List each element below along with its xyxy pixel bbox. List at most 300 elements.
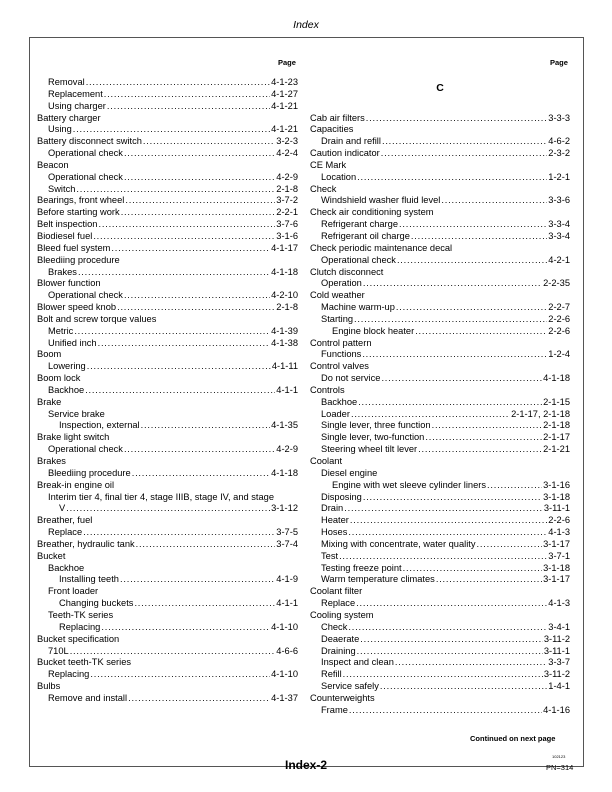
index-entry[interactable]: [37, 124, 298, 136]
index-heading: Clutch disconnect: [310, 266, 384, 277]
dot-leader: [350, 515, 547, 527]
entry-label: Single lever, two-function: [321, 432, 425, 443]
index-entry[interactable]: [310, 314, 570, 326]
dot-leader: [343, 669, 543, 681]
index-heading: Service brake: [48, 408, 105, 419]
index-entry[interactable]: [37, 148, 298, 160]
page-reference: 4-2-9: [276, 171, 298, 182]
entry-label: Heater: [321, 515, 349, 526]
dot-leader: [477, 539, 543, 551]
index-heading: Brake light switch: [37, 432, 110, 443]
entry-label: Windshield washer fluid level: [321, 195, 441, 206]
entry-label: Inspect and clean: [321, 657, 394, 668]
entry-label: Removal: [48, 77, 85, 87]
index-entry[interactable]: [37, 468, 298, 480]
dot-leader: [70, 646, 276, 658]
index-entry[interactable]: [310, 503, 570, 515]
index-heading: Boom: [37, 349, 62, 360]
index-entry[interactable]: [310, 255, 570, 267]
index-heading: Coolant: [310, 456, 343, 466]
page-reference: 4-1-27: [271, 88, 298, 99]
entry-label: Operation: [321, 278, 362, 289]
dot-leader: [128, 693, 270, 705]
page-reference: 3-1-12: [271, 503, 298, 514]
dot-leader: [357, 646, 543, 658]
footer-pn: PN=314: [546, 763, 574, 772]
entry-label: Single lever, three function: [321, 420, 431, 431]
index-entry[interactable]: [310, 646, 570, 658]
entry-label: Drain and refill: [321, 136, 381, 147]
index-entry[interactable]: [37, 136, 298, 148]
entry-label: Test: [321, 550, 339, 561]
index-entry[interactable]: [310, 113, 570, 125]
index-entry[interactable]: [37, 574, 298, 586]
dot-leader: [381, 148, 548, 160]
entry-label: Using: [48, 124, 72, 135]
index-entry[interactable]: [37, 420, 298, 432]
index-heading: Brakes: [37, 456, 66, 466]
entry-label: Location: [321, 171, 357, 182]
entry-label: Machine warm-up: [321, 302, 395, 313]
page-reference: 2-1-8: [276, 302, 298, 313]
dot-leader: [93, 231, 275, 243]
page-reference: 3-1-16: [543, 479, 570, 490]
index-heading: Check periodic maintenance decal: [310, 242, 453, 253]
index-heading: Cooling system: [310, 609, 374, 620]
page-reference: 4-1-10: [271, 621, 298, 632]
dot-leader: [380, 681, 547, 693]
index-entry[interactable]: [310, 219, 570, 231]
footer-code: 102123: [552, 754, 566, 759]
index-heading: Check: [310, 183, 337, 194]
entry-label: Replacing: [59, 621, 101, 632]
entry-label: Drain: [321, 503, 344, 514]
index-entry[interactable]: [310, 480, 570, 492]
dot-leader: [125, 195, 275, 207]
page-reference: 2-2-6: [548, 313, 570, 324]
dot-leader: [349, 705, 542, 717]
entry-label: Warm temperature climates: [321, 574, 435, 585]
spacer: [310, 101, 570, 113]
dot-leader: [415, 326, 547, 338]
dot-leader: [124, 290, 270, 302]
entry-label: Bleediing procedure: [48, 467, 131, 478]
dot-leader: [141, 420, 271, 432]
index-entry[interactable]: [310, 302, 570, 314]
page-reference: 3-7-6: [276, 219, 298, 230]
index-heading: Bucket teeth-TK series: [37, 657, 132, 668]
index-heading: Diesel engine: [321, 467, 378, 478]
entry-label: Check: [321, 621, 348, 632]
index-entry[interactable]: [310, 195, 570, 207]
index-entry[interactable]: [37, 89, 298, 101]
dot-leader: [143, 136, 275, 148]
index-entry[interactable]: [310, 136, 570, 148]
index-heading: Brake: [37, 396, 62, 407]
entry-label: Engine block heater: [332, 325, 415, 336]
index-entry[interactable]: [37, 267, 298, 279]
index-entry[interactable]: [310, 574, 570, 586]
entry-label: Operational check: [48, 290, 123, 301]
dot-leader: [396, 302, 547, 314]
entry-label: Operational check: [48, 171, 123, 182]
page-reference: 4-1-18: [543, 373, 570, 384]
dot-leader: [344, 503, 543, 515]
index-entry[interactable]: [310, 349, 570, 361]
index-entry[interactable]: [310, 326, 570, 338]
entry-label: Replacing: [48, 669, 90, 680]
dot-leader: [356, 598, 547, 610]
dot-leader: [382, 136, 547, 148]
entry-label: Operational check: [48, 444, 123, 455]
dot-leader: [354, 314, 547, 326]
index-entry[interactable]: [310, 681, 570, 693]
index-entry[interactable]: [37, 326, 298, 338]
page-reference: 2-3-2: [548, 148, 570, 159]
dot-leader: [124, 148, 275, 160]
index-heading: Backhoe: [48, 562, 85, 573]
entry-label: Operational check: [48, 148, 123, 159]
page-reference: 1-2-4: [548, 349, 570, 360]
index-entry[interactable]: [37, 243, 298, 255]
entry-label: Using charger: [48, 100, 106, 111]
index-entry[interactable]: [310, 705, 570, 717]
index-entry[interactable]: [310, 515, 570, 527]
index-heading: Bleediing procedure: [37, 254, 120, 265]
page-reference: 4-1-23: [271, 77, 298, 87]
index-entry[interactable]: [37, 503, 298, 515]
entry-label: Do not service: [321, 373, 381, 384]
index-heading: Front loader: [48, 586, 99, 597]
page-reference: 4-1-9: [276, 574, 298, 585]
index-entry[interactable]: [37, 693, 298, 705]
entry-label: Unified inch: [48, 337, 97, 348]
entry-label: Operational check: [321, 254, 396, 265]
page-reference: 3-7-4: [276, 538, 298, 549]
entry-label: Mixing with concentrate, water quality: [321, 538, 476, 549]
index-entry[interactable]: [310, 373, 570, 385]
entry-label: Cab air filters: [310, 112, 365, 123]
page-reference: 4-1-37: [271, 692, 298, 703]
index-heading: Teeth-TK series: [48, 609, 114, 620]
dot-leader: [66, 503, 270, 515]
entry-label: Disposing: [321, 491, 362, 502]
index-entry[interactable]: [37, 527, 298, 539]
entry-label: 710L: [48, 645, 69, 656]
index-entry[interactable]: [37, 539, 298, 551]
entry-label: Steering wheel tilt lever: [321, 444, 418, 455]
index-heading: Bucket specification: [37, 633, 120, 644]
index-heading: Control valves: [310, 361, 369, 372]
page-reference: 4-1-38: [271, 337, 298, 348]
dot-leader: [339, 551, 547, 563]
index-entry[interactable]: [37, 290, 298, 302]
index-entry[interactable]: [310, 669, 570, 681]
left-page-label: Page: [278, 58, 296, 67]
index-entry[interactable]: [310, 551, 570, 563]
page-reference: 4-1-21: [271, 100, 298, 111]
dot-leader: [418, 444, 542, 456]
index-entry[interactable]: [37, 385, 298, 397]
page-reference: 4-1-1: [276, 384, 298, 395]
index-entry[interactable]: [310, 148, 570, 160]
page-reference: 3-11-1: [543, 503, 570, 514]
index-entry[interactable]: [37, 207, 298, 219]
dot-leader: [111, 243, 270, 255]
page-reference: 4-1-21: [271, 124, 298, 135]
dot-leader: [381, 373, 542, 385]
page-reference: 4-6-2: [548, 136, 570, 147]
index-entry[interactable]: [310, 657, 570, 669]
page-reference: 2-2-6: [548, 515, 570, 526]
dot-leader: [136, 539, 276, 551]
entry-label: Inspection, external: [59, 420, 140, 431]
dot-leader: [73, 124, 270, 136]
page-reference: 4-1-1: [276, 598, 298, 609]
dot-leader: [76, 184, 275, 196]
page-reference: 4-2-1: [548, 254, 570, 265]
index-heading: Blower function: [37, 278, 101, 289]
index-heading: Bucket: [37, 550, 66, 561]
dot-leader: [425, 432, 542, 444]
entry-label: Metric: [48, 325, 74, 336]
index-heading: Cold weather: [310, 290, 365, 301]
page-reference: 3-4-1: [548, 621, 570, 632]
index-column-left: [37, 77, 298, 705]
index-entry[interactable]: [37, 361, 298, 373]
index-heading: Counterweights: [310, 692, 375, 703]
index-entry[interactable]: [310, 420, 570, 432]
dot-leader: [90, 669, 270, 681]
page-reference: 3-1-17: [543, 574, 570, 585]
page-reference: 4-1-3: [548, 598, 570, 609]
right-page-label: Page: [550, 58, 568, 67]
index-entry[interactable]: [37, 598, 298, 610]
dot-leader: [432, 420, 543, 432]
dot-leader: [395, 657, 547, 669]
index-entry[interactable]: [37, 184, 298, 196]
page-reference: 2-2-6: [548, 325, 570, 336]
entry-label: Switch: [48, 183, 76, 194]
index-heading: Boom lock: [37, 373, 81, 384]
entry-label: Replace: [321, 598, 356, 609]
dot-leader: [101, 622, 270, 634]
entry-label: Frame: [321, 704, 348, 715]
dot-leader: [98, 219, 275, 231]
entry-label: V: [59, 503, 66, 514]
index-entry[interactable]: [37, 338, 298, 350]
page-reference: 4-1-39: [271, 325, 298, 336]
dot-leader: [104, 89, 270, 101]
index-heading: Bolt and screw torque values: [37, 313, 157, 324]
page-reference: 2-2-35: [543, 278, 570, 289]
page-reference: 4-6-6: [276, 645, 298, 656]
dot-leader: [134, 598, 275, 610]
index-entry[interactable]: [310, 622, 570, 634]
index-entry[interactable]: [37, 669, 298, 681]
index-heading: Bulbs: [37, 681, 61, 692]
page-reference: 4-1-10: [271, 669, 298, 680]
page-reference: 2-1-8: [276, 183, 298, 194]
entry-label: Hoses: [321, 527, 348, 538]
dot-leader: [74, 326, 270, 338]
entry-label: Battery disconnect switch: [37, 136, 142, 147]
entry-label: Blower speed knob: [37, 302, 117, 313]
index-entry[interactable]: [310, 172, 570, 184]
index-entry[interactable]: [310, 397, 570, 409]
index-entry[interactable]: [310, 278, 570, 290]
entry-label: Replacement: [48, 88, 103, 99]
page-reference: 2-1-17, 2-1-18: [511, 408, 570, 419]
dot-leader: [358, 397, 542, 409]
page-reference: 2-1-21: [543, 444, 570, 455]
page-reference: 3-7-1: [548, 550, 570, 561]
page-reference: 2-1-15: [543, 396, 570, 407]
index-entry[interactable]: [310, 444, 570, 456]
dot-leader: [117, 302, 275, 314]
dot-leader: [83, 527, 275, 539]
index-heading: Check air conditioning system: [310, 207, 434, 218]
page-reference: 4-2-9: [276, 444, 298, 455]
dot-leader: [357, 172, 547, 184]
entry-label: Remove and install: [48, 692, 128, 703]
entry-label: Draining: [321, 645, 356, 656]
entry-label: Service safely: [321, 681, 379, 692]
dot-leader: [487, 480, 542, 492]
entry-label: Refrigerant oil charge: [321, 230, 410, 241]
dot-leader: [411, 231, 547, 243]
entry-label: Deaerate: [321, 633, 360, 644]
page-reference: 3-1-18: [543, 491, 570, 502]
entry-label: Lowering: [48, 361, 86, 372]
dot-leader: [348, 527, 547, 539]
dot-leader: [360, 634, 543, 646]
index-entry[interactable]: [310, 634, 570, 646]
dot-leader: [120, 574, 275, 586]
index-entry[interactable]: [37, 195, 298, 207]
page-reference: 3-3-7: [548, 657, 570, 668]
dot-leader: [124, 172, 275, 184]
index-entry[interactable]: [37, 444, 298, 456]
continued-note: Continued on next page: [470, 734, 556, 743]
page-reference: 3-11-1: [543, 645, 570, 656]
dot-leader: [85, 385, 275, 397]
entry-label: Replace: [48, 527, 83, 538]
page-reference: 3-3-6: [548, 195, 570, 206]
dot-leader: [121, 207, 276, 219]
index-heading: CE Mark: [310, 159, 347, 170]
index-heading: Break-in engine oil: [37, 479, 115, 490]
index-entry[interactable]: [310, 563, 570, 575]
entry-label: Brakes: [48, 266, 77, 277]
page-reference: 3-2-3: [276, 136, 298, 147]
entry-label: Loader: [321, 408, 350, 419]
page-reference: 2-2-1: [276, 207, 298, 218]
index-column-right: [310, 77, 570, 717]
entry-label: Installing teeth: [59, 574, 119, 585]
entry-label: Biodiesel fuel: [37, 230, 93, 241]
page-reference: 3-11-2: [543, 669, 570, 680]
page-reference: 3-3-4: [548, 230, 570, 241]
index-heading: Interim tier 4, final tier 4, stage IIIB, stage IV, and stage: [48, 491, 275, 502]
index-entry[interactable]: [310, 432, 570, 444]
dot-leader: [397, 255, 547, 267]
footer-page-title: Index-2: [284, 758, 327, 772]
entry-label: Backhoe: [48, 384, 85, 395]
index-entry[interactable]: [37, 77, 298, 89]
entry-label: Refill: [321, 669, 342, 680]
index-heading: Coolant filter: [310, 586, 363, 597]
page-reference: 3-7-5: [276, 527, 298, 538]
page-reference: 3-1-18: [543, 562, 570, 573]
entry-label: Backhoe: [321, 396, 358, 407]
dot-leader: [107, 101, 270, 113]
page-reference: 4-2-4: [276, 148, 298, 159]
dot-leader: [362, 349, 547, 361]
page-reference: 4-2-10: [271, 290, 298, 301]
entry-label: Caution indicator: [310, 148, 380, 159]
dot-leader: [366, 113, 548, 125]
page-reference: 3-1-17: [543, 538, 570, 549]
page-reference: 1-2-1: [548, 171, 570, 182]
section-letter: C: [436, 82, 444, 94]
page-reference: 4-1-35: [271, 420, 298, 431]
page-reference: 4-1-17: [271, 242, 298, 253]
entry-label: Bearings, front wheel: [37, 195, 125, 206]
page-reference: 3-7-2: [276, 195, 298, 206]
dot-leader: [441, 195, 547, 207]
dot-leader: [98, 338, 271, 350]
index-entry[interactable]: [37, 219, 298, 231]
page-reference: 4-1-18: [271, 467, 298, 478]
index-entry[interactable]: [37, 101, 298, 113]
entry-label: Belt inspection: [37, 219, 98, 230]
index-entry[interactable]: [310, 409, 570, 421]
dot-leader: [124, 444, 275, 456]
index-entry[interactable]: [37, 172, 298, 184]
index-entry[interactable]: [37, 302, 298, 314]
entry-label: Changing buckets: [59, 598, 134, 609]
running-header: Index: [293, 19, 319, 31]
index-entry[interactable]: [37, 622, 298, 634]
index-heading: Controls: [310, 384, 345, 395]
dot-leader: [363, 278, 542, 290]
dot-leader: [87, 361, 271, 373]
dot-leader: [348, 622, 547, 634]
entry-label: Bleed fuel system: [37, 242, 111, 253]
page-reference: 2-1-18: [543, 420, 570, 431]
page-reference: 4-1-11: [271, 361, 298, 372]
index-heading: Control pattern: [310, 337, 372, 348]
index-entry[interactable]: [310, 231, 570, 243]
page-reference: 3-11-2: [543, 633, 570, 644]
dot-leader: [86, 77, 270, 89]
index-entry[interactable]: [310, 527, 570, 539]
index-entry[interactable]: [310, 598, 570, 610]
index-heading: Beacon: [37, 159, 69, 170]
index-entry[interactable]: [37, 231, 298, 243]
index-entry[interactable]: [37, 646, 298, 658]
entry-label: Engine with wet sleeve cylinder liners: [332, 479, 486, 490]
entry-label: Starting: [321, 313, 354, 324]
dot-leader: [78, 267, 270, 279]
entry-label: Refrigerant charge: [321, 219, 398, 230]
page-reference: 3-3-3: [548, 112, 570, 123]
index-entry[interactable]: [310, 492, 570, 504]
page-reference: 2-2-7: [548, 302, 570, 313]
index-heading: Capacities: [310, 124, 354, 135]
index-entry[interactable]: [310, 539, 570, 551]
